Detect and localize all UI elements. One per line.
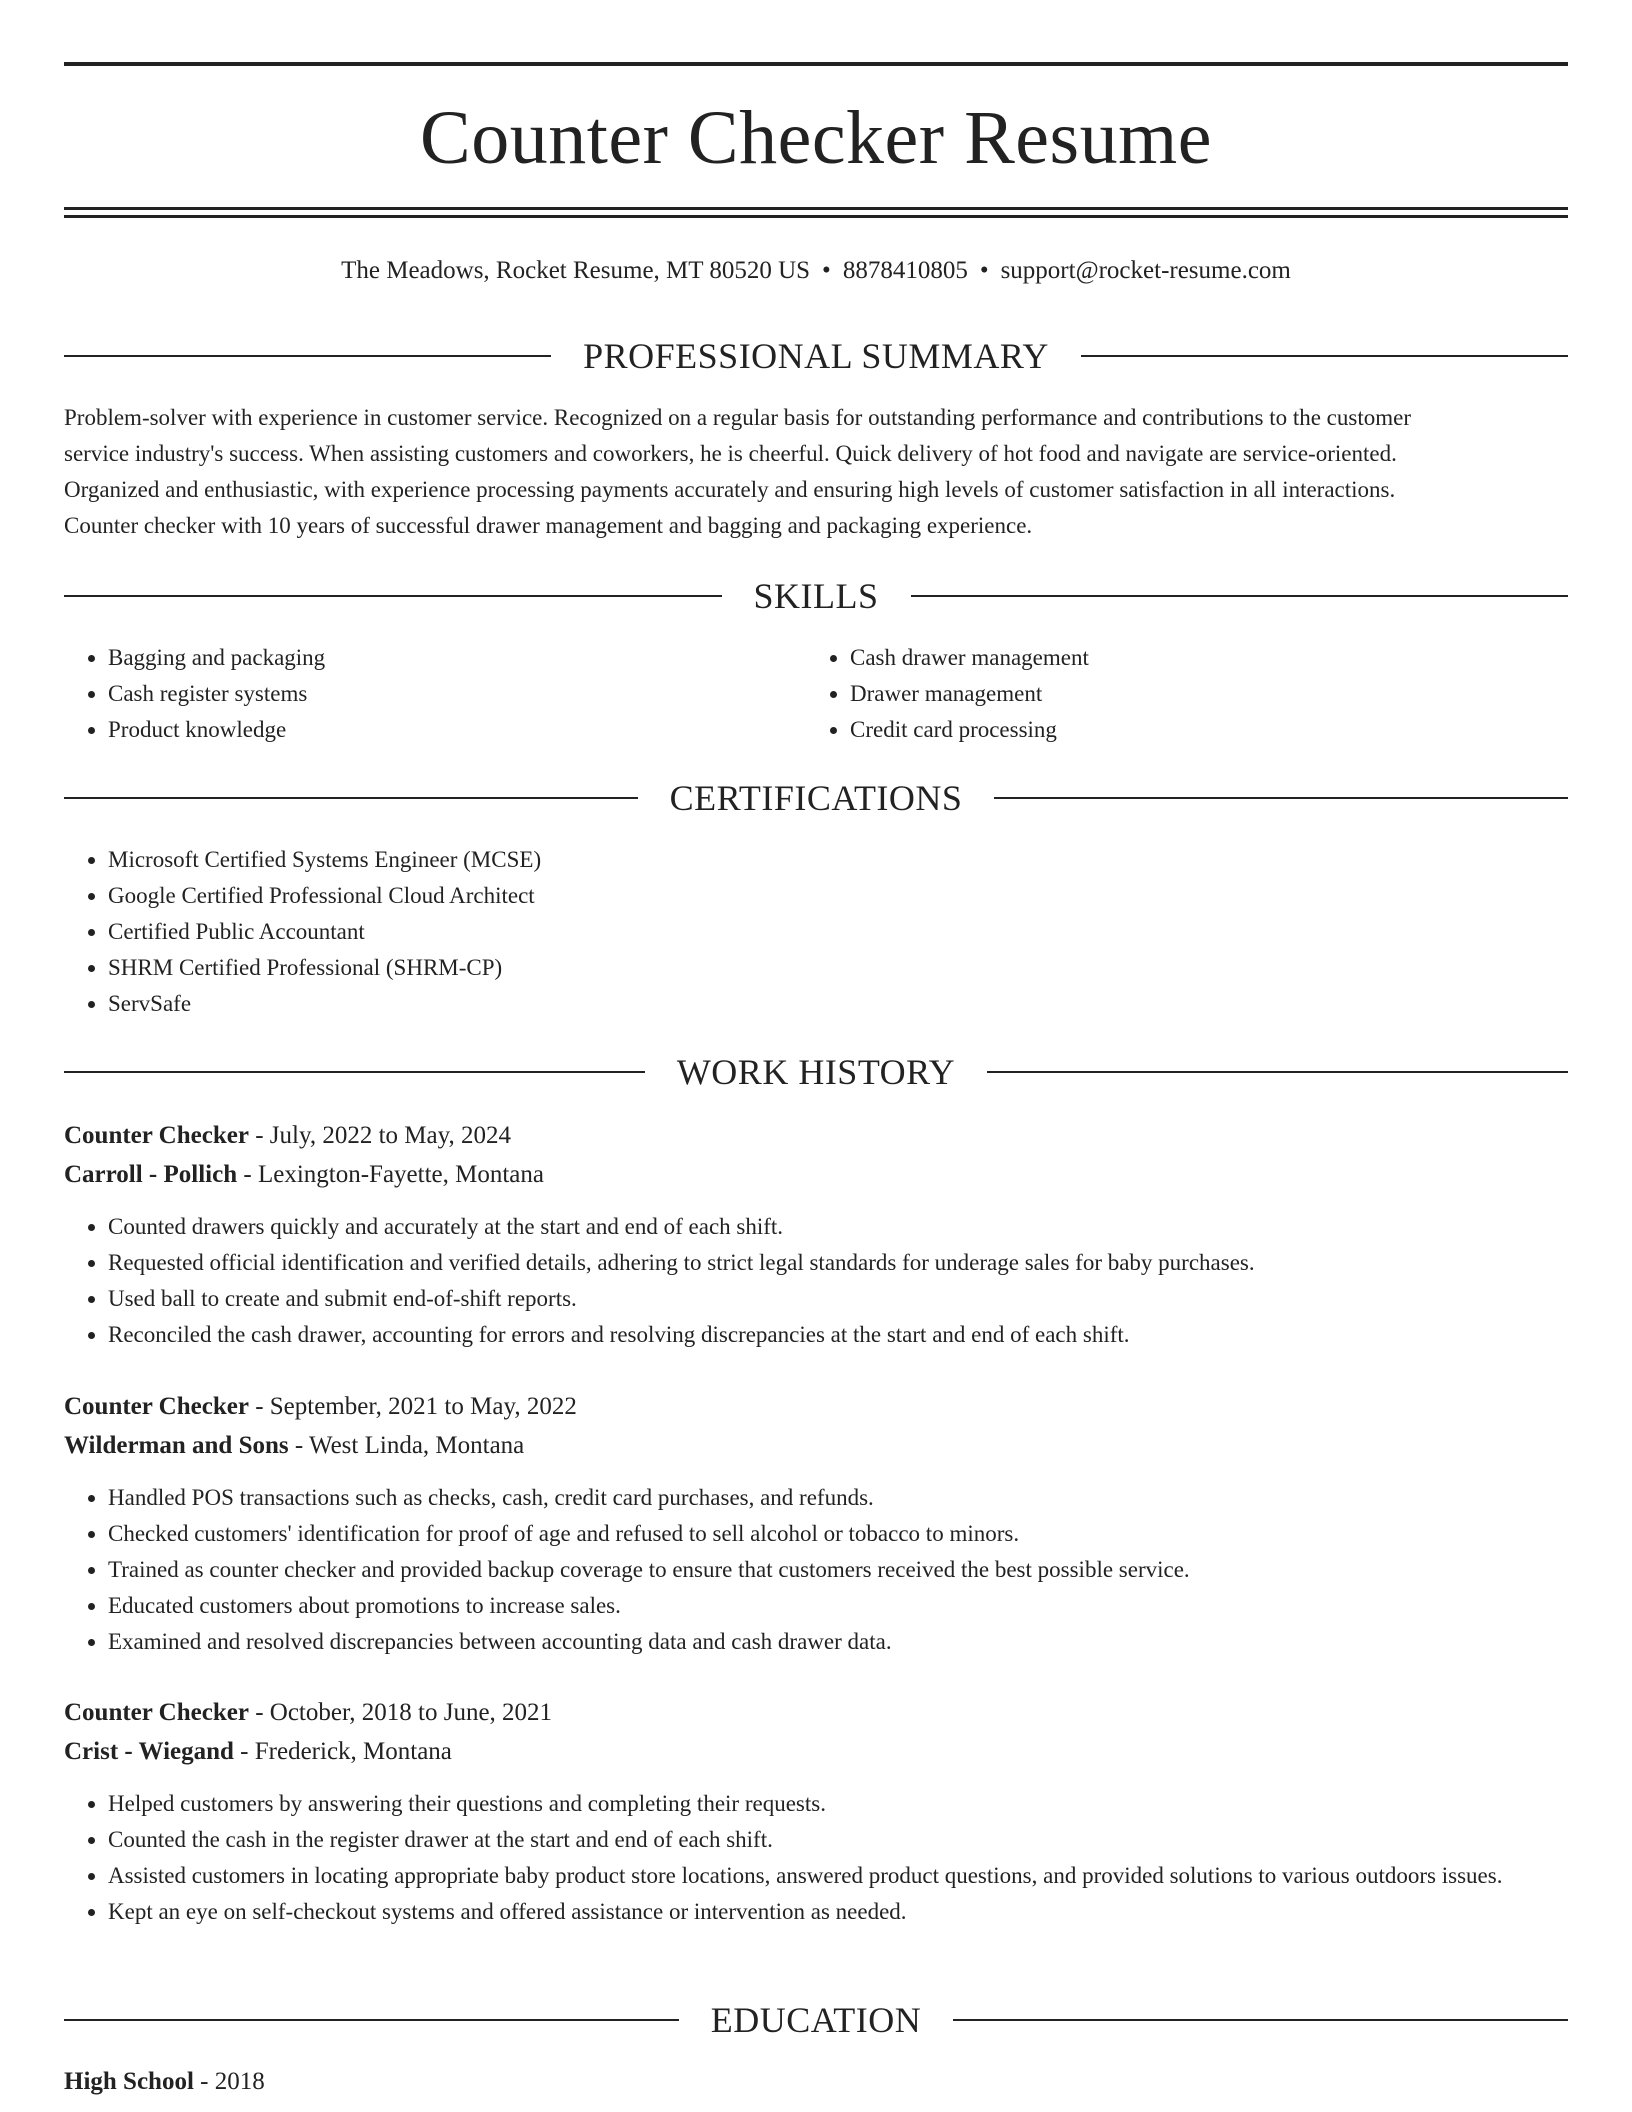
job-bullet: • Counted drawers quickly and accurately at the start and end of each shift. (108, 1209, 1255, 1245)
section-title: EDUCATION (710, 2000, 922, 2040)
job-company-line (64, 1157, 1568, 1193)
job-bullet: • Used ball to create and submit end-of-shift reports. (108, 1281, 1255, 1317)
skill-item: • Product knowledge (108, 712, 325, 748)
job-company-line (64, 1734, 1568, 1770)
section-rule (953, 2019, 1568, 2021)
job-bullet: • Assisted customers in locating appropriate baby product store locations, answered product questions, and provided solutions to various outdoors issues. (108, 1858, 1568, 1894)
job-dates: - July, 2022 to May, 2024 (248, 1122, 511, 1149)
job-bullet: • Trained as counter checker and provided backup coverage to ensure that customers received the best possible service. (108, 1552, 1190, 1588)
job-location: - Lexington-Fayette, Montana (237, 1161, 544, 1188)
certification-item: • SHRM Certified Professional (SHRM-CP) (108, 950, 541, 986)
section-rule (987, 1071, 1568, 1073)
job-bullets (64, 1786, 1568, 1930)
contact-phone: 8878410805 (842, 257, 968, 284)
section-title: CERTIFICATIONS (669, 778, 963, 818)
contact-separator: • (822, 257, 831, 284)
certification-item: • Google Certified Professional Cloud Architect (108, 878, 541, 914)
job-company-line (64, 1428, 1568, 1464)
skill-item: • Cash register systems (108, 676, 325, 712)
job-company: Carroll - Pollich (64, 1161, 238, 1188)
top-rule (64, 62, 1568, 66)
job-bullet: • Kept an eye on self-checkout systems and offered assistance or intervention as needed. (108, 1894, 1568, 1930)
summary-paragraph (64, 400, 1568, 544)
job-bullet: • Reconciled the cash drawer, accounting for errors and resolving discrepancies at the start and end of each shift. (108, 1317, 1255, 1353)
contact-separator: • (979, 257, 989, 284)
section-header-education (64, 1998, 1568, 2042)
section-header-summary (64, 334, 1568, 378)
summary-line: service industry's success. When assisting customers and coworkers, he is cheerful. Quick delivery of hot food and navigate are service-oriented. (64, 441, 1397, 466)
job-title-line (64, 1695, 1568, 1731)
job-title: Counter Checker (64, 1699, 249, 1726)
section-title: SKILLS (753, 576, 879, 616)
skill-item: • Bagging and packaging (108, 640, 325, 676)
education-degree: High School (64, 2068, 194, 2095)
section-rule (994, 797, 1568, 799)
certification-item: • Microsoft Certified Systems Engineer (MCSE) (108, 842, 541, 878)
summary-line: Counter checker with 10 years of successful drawer management and bagging and packaging experience. (64, 513, 1033, 538)
title-rule-lower (64, 215, 1568, 218)
job-location: - West Linda, Montana (288, 1432, 525, 1459)
education-year: - 2018 (193, 2068, 265, 2095)
section-rule (64, 355, 551, 357)
job-bullet: • Counted the cash in the register drawer at the start and end of each shift. (108, 1822, 1568, 1858)
job-dates: - October, 2018 to June, 2021 (248, 1699, 553, 1726)
education-line (64, 2064, 1568, 2100)
skill-item: • Drawer management (850, 676, 1089, 712)
skills-list-left (64, 640, 325, 748)
contact-email: support@rocket-resume.com (1000, 257, 1291, 284)
section-header-certifications (64, 776, 1568, 820)
job-title: Counter Checker (64, 1393, 249, 1420)
certifications-list (64, 842, 541, 1022)
job-company: Crist - Wiegand (64, 1738, 234, 1765)
section-rule (64, 1071, 645, 1073)
job-bullet: • Handled POS transactions such as checks, cash, credit card purchases, and refunds. (108, 1480, 1190, 1516)
job-location: - Frederick, Montana (233, 1738, 452, 1765)
contact-line (64, 254, 1568, 288)
section-header-work-history (64, 1050, 1568, 1094)
summary-line: Organized and enthusiastic, with experience processing payments accurately and ensuring high levels of customer satisfaction in all interactions. (64, 477, 1396, 502)
job-title-line (64, 1389, 1568, 1425)
resume-title: Counter Checker Resume (420, 96, 1212, 180)
job-bullet: • Requested official identification and verified details, adhering to strict legal standards for underage sales for baby purchases. (108, 1245, 1255, 1281)
job-bullet: • Educated customers about promotions to increase sales. (108, 1588, 1190, 1624)
job-dates: - September, 2021 to May, 2022 (248, 1393, 577, 1420)
certification-item: • ServSafe (108, 986, 541, 1022)
skills-list-right (806, 640, 1089, 748)
skill-item: • Credit card processing (850, 712, 1089, 748)
summary-line: Problem-solver with experience in customer service. Recognized on a regular basis for outstanding performance and contributions to the customer (64, 405, 1411, 430)
section-rule (64, 2019, 679, 2021)
job-company: Wilderman and Sons (64, 1432, 289, 1459)
job-bullets (64, 1480, 1190, 1660)
section-rule (911, 595, 1569, 597)
certification-item: • Certified Public Accountant (108, 914, 541, 950)
skill-item: • Cash drawer management (850, 640, 1089, 676)
section-title: PROFESSIONAL SUMMARY (583, 336, 1049, 376)
section-title: WORK HISTORY (676, 1052, 956, 1092)
section-rule (64, 595, 722, 597)
job-bullet: • Checked customers' identification for proof of age and refused to sell alcohol or tobacco to minors. (108, 1516, 1190, 1552)
section-rule (64, 797, 638, 799)
section-rule (1081, 355, 1568, 357)
job-title-line (64, 1118, 1568, 1154)
job-bullets (64, 1209, 1255, 1353)
contact-address: The Meadows, Rocket Resume, MT 80520 US (341, 257, 811, 284)
job-bullet: • Helped customers by answering their questions and completing their requests. (108, 1786, 1568, 1822)
job-title: Counter Checker (64, 1122, 249, 1149)
job-bullet: • Examined and resolved discrepancies between accounting data and cash drawer data. (108, 1624, 1190, 1660)
title-rule-upper (64, 207, 1568, 210)
section-header-skills (64, 574, 1568, 618)
